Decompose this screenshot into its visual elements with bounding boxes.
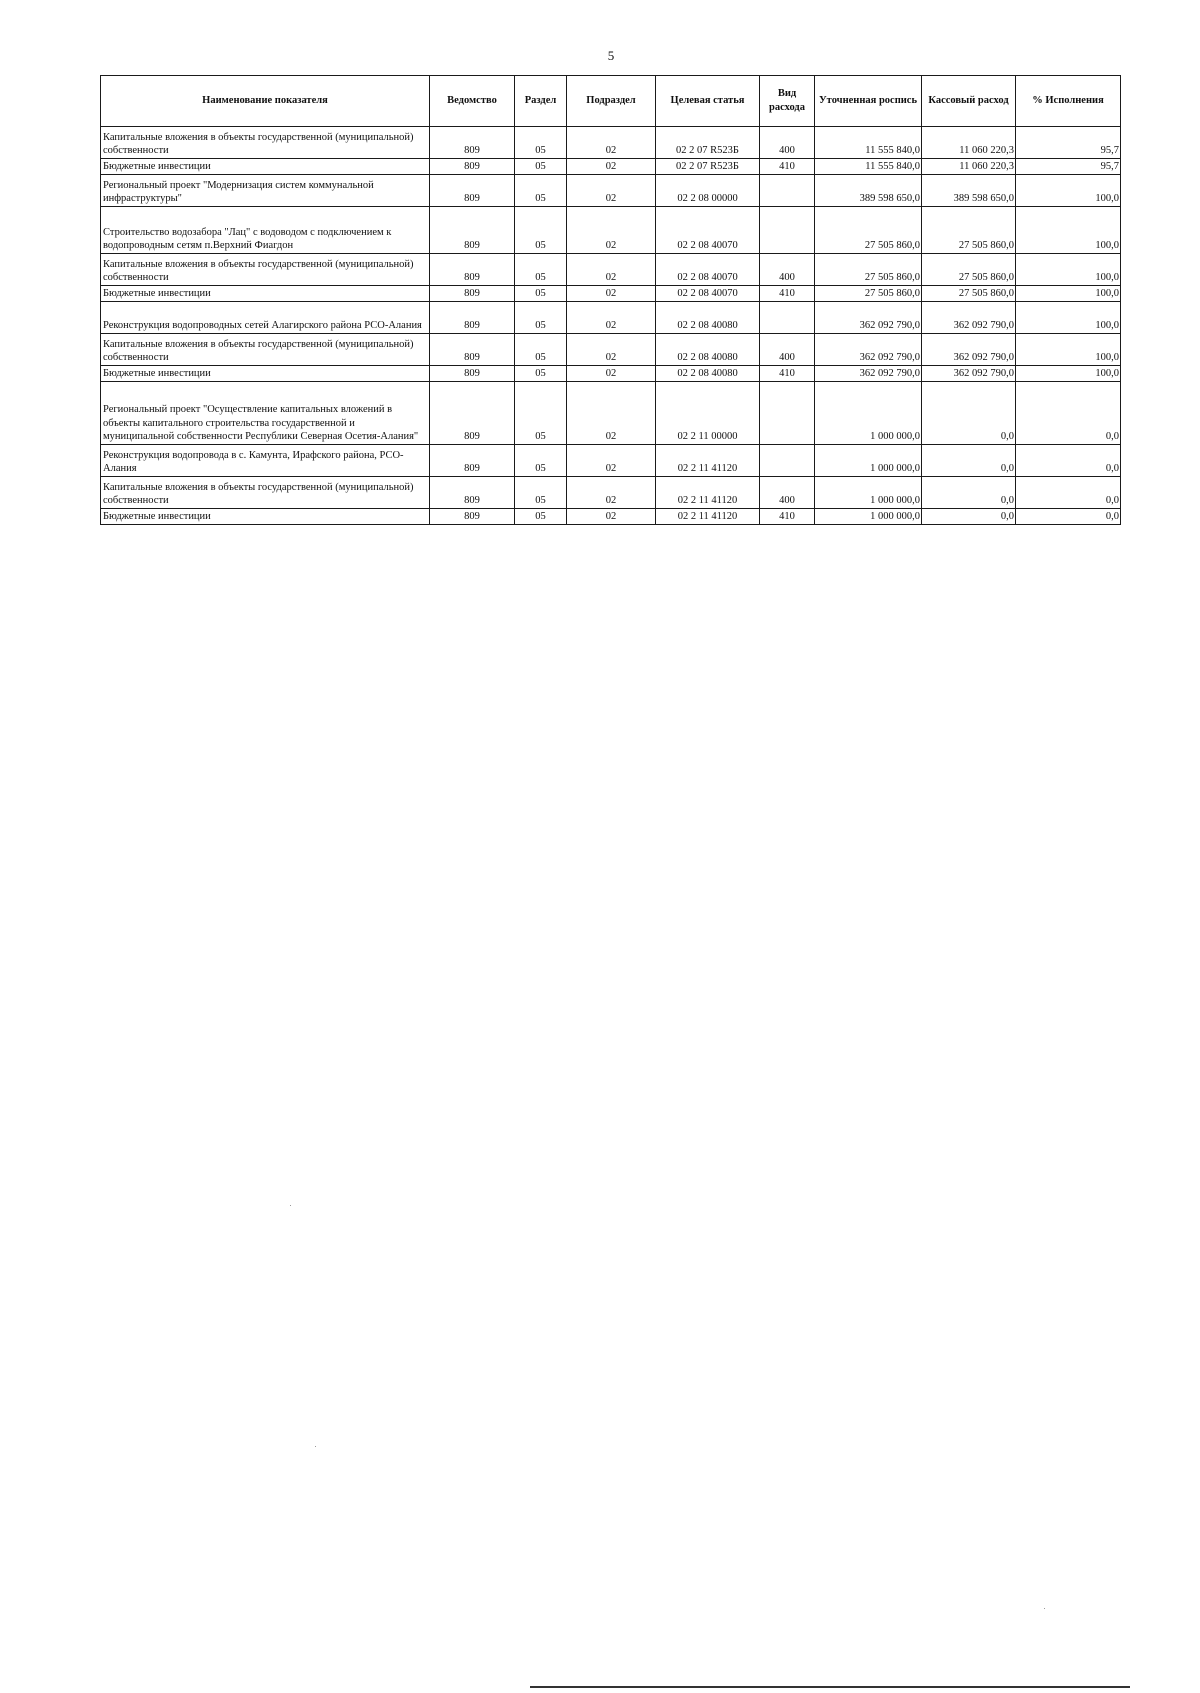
row-actual: 389 598 650,0 [922,175,1016,207]
row-target: 02 2 11 00000 [656,382,760,445]
row-actual: 0,0 [922,445,1016,477]
row-section: 05 [515,477,567,509]
row-name: Бюджетные инвестиции [101,366,430,382]
header-subsection: Подраздел [567,76,656,127]
row-section: 05 [515,175,567,207]
header-name: Наименование показателя [101,76,430,127]
row-percent: 95,7 [1016,127,1121,159]
row-dept: 809 [430,509,515,525]
row-type: 410 [760,286,815,302]
row-name: Строительство водозабора "Лац" с водоводом с подключением к водопроводным сетям п.Верхний Фиагдон [101,207,430,254]
row-section: 05 [515,286,567,302]
table-row [101,127,1121,159]
table-row [101,254,1121,286]
row-name: Реконструкция водопроводных сетей Алагирского района РСО-Алания [101,302,430,334]
row-planned: 1 000 000,0 [815,445,922,477]
row-section: 05 [515,159,567,175]
table-row [101,286,1121,302]
row-actual: 11 060 220,3 [922,159,1016,175]
row-type [760,382,815,445]
row-percent: 0,0 [1016,382,1121,445]
row-subsection: 02 [567,175,656,207]
row-dept: 809 [430,286,515,302]
row-subsection: 02 [567,302,656,334]
row-percent: 100,0 [1016,334,1121,366]
row-name: Региональный проект "Модернизация систем коммунальной инфраструктуры" [101,175,430,207]
table-row [101,477,1121,509]
row-percent: 100,0 [1016,366,1121,382]
row-subsection: 02 [567,382,656,445]
row-subsection: 02 [567,366,656,382]
row-planned: 1 000 000,0 [815,382,922,445]
header-percent: % Исполнения [1016,76,1121,127]
scan-speck [290,1205,291,1206]
row-section: 05 [515,334,567,366]
row-type [760,207,815,254]
row-percent: 100,0 [1016,175,1121,207]
row-target: 02 2 07 R523Б [656,127,760,159]
table-row [101,366,1121,382]
row-planned: 27 505 860,0 [815,254,922,286]
row-section: 05 [515,445,567,477]
row-type: 400 [760,254,815,286]
row-actual: 0,0 [922,382,1016,445]
row-subsection: 02 [567,286,656,302]
row-section: 05 [515,302,567,334]
row-dept: 809 [430,445,515,477]
row-name: Реконструкция водопровода в с. Камунта, Ирафского района, РСО-Алания [101,445,430,477]
row-target: 02 2 07 R523Б [656,159,760,175]
row-percent: 0,0 [1016,445,1121,477]
row-planned: 1 000 000,0 [815,509,922,525]
row-actual: 11 060 220,3 [922,127,1016,159]
row-planned: 362 092 790,0 [815,302,922,334]
row-percent: 100,0 [1016,286,1121,302]
row-target: 02 2 08 00000 [656,175,760,207]
row-dept: 809 [430,477,515,509]
row-planned: 362 092 790,0 [815,366,922,382]
row-dept: 809 [430,382,515,445]
row-actual: 27 505 860,0 [922,207,1016,254]
row-dept: 809 [430,127,515,159]
scan-speck [1044,1608,1045,1609]
row-actual: 362 092 790,0 [922,334,1016,366]
scan-edge-line [530,1686,1130,1688]
row-target: 02 2 08 40070 [656,254,760,286]
row-planned: 27 505 860,0 [815,207,922,254]
row-type: 410 [760,366,815,382]
row-target: 02 2 08 40070 [656,286,760,302]
row-type [760,302,815,334]
row-actual: 362 092 790,0 [922,302,1016,334]
table-row [101,302,1121,334]
row-section: 05 [515,127,567,159]
row-dept: 809 [430,334,515,366]
row-section: 05 [515,509,567,525]
row-dept: 809 [430,159,515,175]
row-dept: 809 [430,302,515,334]
header-type: Вид расхода [760,76,815,127]
row-target: 02 2 08 40080 [656,334,760,366]
row-target: 02 2 11 41120 [656,509,760,525]
row-target: 02 2 08 40080 [656,366,760,382]
budget-execution-table [100,75,1121,525]
row-type: 410 [760,509,815,525]
row-subsection: 02 [567,509,656,525]
row-subsection: 02 [567,254,656,286]
row-percent: 100,0 [1016,207,1121,254]
row-subsection: 02 [567,477,656,509]
header-planned: Уточненная роспись [815,76,922,127]
row-planned: 11 555 840,0 [815,127,922,159]
row-dept: 809 [430,207,515,254]
row-type: 410 [760,159,815,175]
row-percent: 0,0 [1016,477,1121,509]
table-row [101,382,1121,445]
table-row [101,175,1121,207]
row-name: Капитальные вложения в объекты государственной (муниципальной) собственности [101,477,430,509]
row-target: 02 2 08 40080 [656,302,760,334]
row-name: Капитальные вложения в объекты государственной (муниципальной) собственности [101,334,430,366]
row-planned: 362 092 790,0 [815,334,922,366]
row-actual: 0,0 [922,477,1016,509]
row-percent: 100,0 [1016,302,1121,334]
scan-speck [315,1446,316,1447]
row-subsection: 02 [567,159,656,175]
row-name: Капитальные вложения в объекты государственной (муниципальной) собственности [101,254,430,286]
row-section: 05 [515,254,567,286]
table-row [101,159,1121,175]
row-subsection: 02 [567,334,656,366]
header-dept: Ведомство [430,76,515,127]
row-dept: 809 [430,175,515,207]
row-planned: 27 505 860,0 [815,286,922,302]
row-subsection: 02 [567,127,656,159]
row-actual: 27 505 860,0 [922,286,1016,302]
table-row [101,509,1121,525]
table-header-row [101,76,1121,127]
row-subsection: 02 [567,445,656,477]
row-dept: 809 [430,366,515,382]
row-name: Бюджетные инвестиции [101,286,430,302]
row-percent: 0,0 [1016,509,1121,525]
row-dept: 809 [430,254,515,286]
row-type [760,175,815,207]
row-type: 400 [760,127,815,159]
row-percent: 100,0 [1016,254,1121,286]
row-actual: 27 505 860,0 [922,254,1016,286]
row-name: Капитальные вложения в объекты государственной (муниципальной) собственности [101,127,430,159]
page-number: 5 [607,48,615,63]
row-section: 05 [515,207,567,254]
row-subsection: 02 [567,207,656,254]
row-planned: 389 598 650,0 [815,175,922,207]
row-section: 05 [515,366,567,382]
row-type: 400 [760,477,815,509]
table-row [101,334,1121,366]
row-percent: 95,7 [1016,159,1121,175]
header-actual: Кассовый расход [922,76,1016,127]
row-target: 02 2 11 41120 [656,477,760,509]
row-target: 02 2 08 40070 [656,207,760,254]
row-actual: 0,0 [922,509,1016,525]
table-row [101,207,1121,254]
row-name: Бюджетные инвестиции [101,509,430,525]
row-planned: 11 555 840,0 [815,159,922,175]
row-type: 400 [760,334,815,366]
row-planned: 1 000 000,0 [815,477,922,509]
header-target: Целевая статья [656,76,760,127]
header-section: Раздел [515,76,567,127]
row-section: 05 [515,382,567,445]
row-name: Бюджетные инвестиции [101,159,430,175]
table-row [101,445,1121,477]
row-type [760,445,815,477]
row-target: 02 2 11 41120 [656,445,760,477]
row-actual: 362 092 790,0 [922,366,1016,382]
row-name: Региональный проект "Осуществление капитальных вложений в объекты капитального строительства государственной и муниципальной собственности Республики Северная Осетия-Алания" [101,382,430,445]
